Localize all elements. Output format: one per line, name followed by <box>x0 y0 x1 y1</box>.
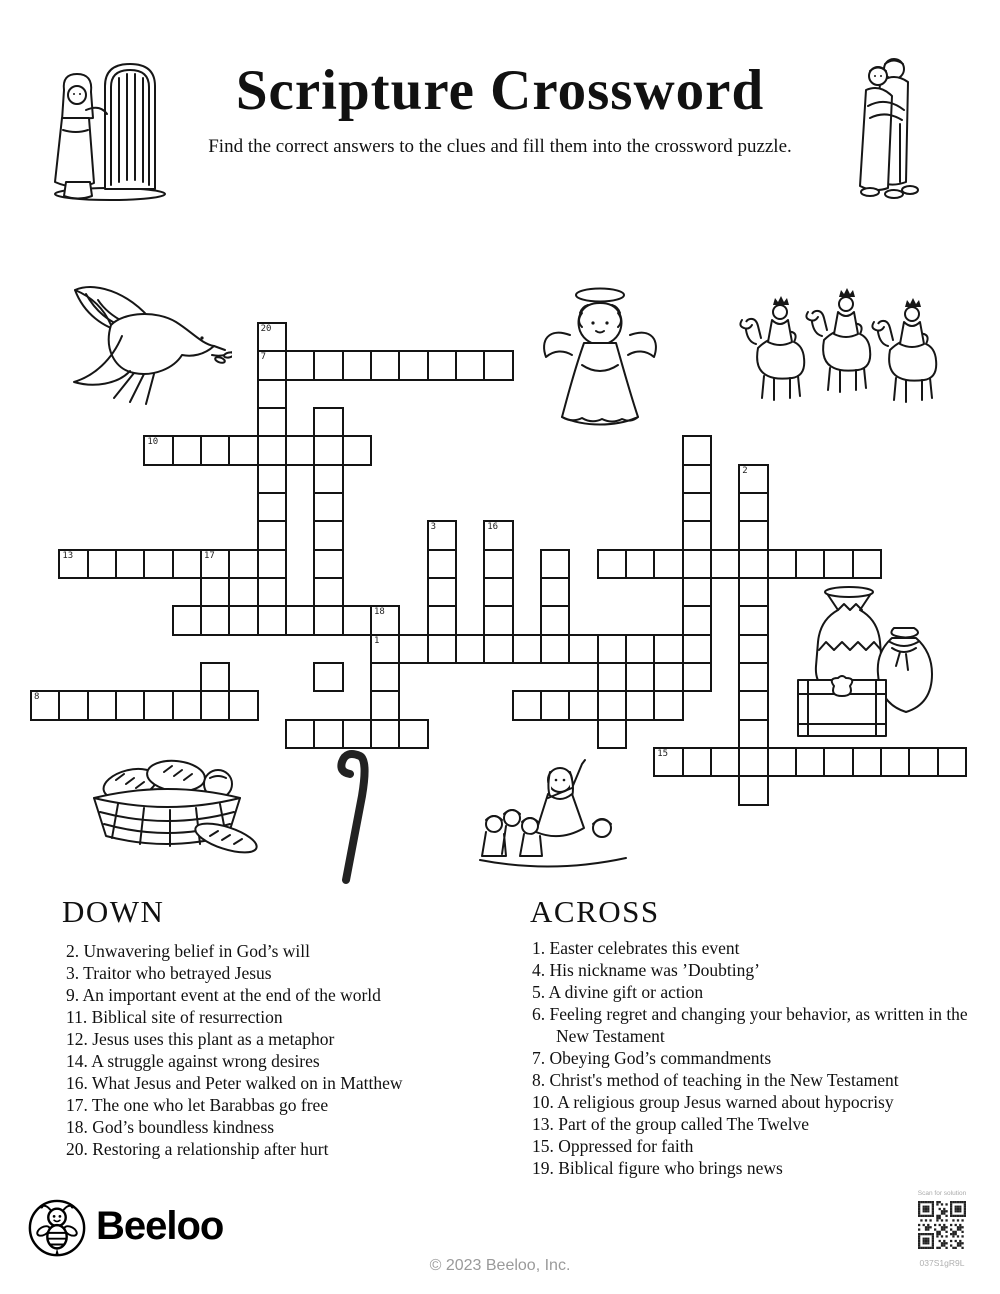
grid-cell[interactable] <box>597 549 627 579</box>
grid-cell[interactable] <box>540 605 570 635</box>
grid-cell[interactable] <box>200 662 230 692</box>
grid-cell[interactable] <box>87 690 117 720</box>
cell-number: 17 <box>203 550 215 561</box>
clue-item: 13. Part of the group called The Twelve <box>532 1114 810 1134</box>
grid-cell[interactable] <box>682 605 712 635</box>
shepherd-staff-icon <box>332 744 398 886</box>
grid-cell[interactable] <box>653 634 683 664</box>
grid-cell[interactable] <box>313 577 343 607</box>
grid-cell[interactable] <box>228 435 258 465</box>
grid-cell[interactable] <box>342 350 372 380</box>
grid-cell[interactable] <box>257 464 287 494</box>
grid-cell[interactable] <box>682 520 712 550</box>
grid-cell[interactable] <box>370 350 400 380</box>
copyright-text: © 2023 Beeloo, Inc. <box>429 1257 571 1274</box>
grid-cell[interactable] <box>257 435 287 465</box>
clue-item: 16. What Jesus and Peter walked on in Matthew <box>66 1073 403 1093</box>
clue-item: 4. His nickname was ’Doubting’ <box>532 960 760 980</box>
grid-cell[interactable] <box>257 350 287 380</box>
grid-cell[interactable] <box>228 605 258 635</box>
grid-cell[interactable] <box>625 662 655 692</box>
grid-cell[interactable] <box>483 634 513 664</box>
grid-cell[interactable] <box>143 435 173 465</box>
grid-cell[interactable] <box>597 690 627 720</box>
grid-cell[interactable] <box>370 719 400 749</box>
cell-number: 20 <box>260 324 272 334</box>
beeloo-bee-logo-icon <box>26 1198 88 1260</box>
grid-cell[interactable] <box>483 577 513 607</box>
grid-cell[interactable] <box>738 747 768 777</box>
clue-item: 17. The one who let Barabbas go free <box>66 1095 329 1115</box>
grid-cell[interactable] <box>738 464 768 494</box>
page-subtitle: Find the correct answers to the clues and fill them into the crossword puzzle. <box>208 136 792 157</box>
grid-cell[interactable] <box>597 719 627 749</box>
grid-cell[interactable] <box>87 549 117 579</box>
grid-cell[interactable] <box>710 747 740 777</box>
three-magi-on-camels-icon <box>738 282 940 434</box>
grid-cell[interactable] <box>795 549 825 579</box>
grid-cell[interactable] <box>427 577 457 607</box>
clue-item: 18. God’s boundless kindness <box>66 1117 275 1137</box>
grid-cell[interactable] <box>342 719 372 749</box>
grid-cell[interactable] <box>257 322 287 352</box>
angel-icon <box>536 283 664 435</box>
grid-cell[interactable] <box>682 492 712 522</box>
clue-item: 3. Traitor who betrayed Jesus <box>66 963 272 983</box>
grid-cell[interactable] <box>427 520 457 550</box>
cell-number: 13 <box>62 550 74 561</box>
across-clues <box>532 937 984 1179</box>
jesus-teaching-children-icon <box>476 758 630 870</box>
cell-number: 10 <box>147 437 159 448</box>
grid-cell[interactable] <box>172 549 202 579</box>
grid-cell[interactable] <box>823 549 853 579</box>
grid-cell[interactable] <box>143 690 173 720</box>
grid-cell[interactable] <box>540 577 570 607</box>
clue-item: 8. Christ's method of teaching in the New Testament <box>532 1070 899 1090</box>
clue-item: 20. Restoring a relationship after hurt <box>66 1139 329 1159</box>
grid-cell[interactable] <box>427 549 457 579</box>
grid-cell[interactable] <box>540 634 570 664</box>
grid-cell[interactable] <box>710 549 740 579</box>
clue-item: 11. Biblical site of resurrection <box>66 1007 283 1027</box>
grid-cell[interactable] <box>852 549 882 579</box>
grid-cell[interactable] <box>625 690 655 720</box>
grid-cell[interactable] <box>257 492 287 522</box>
grid-cell[interactable] <box>342 435 372 465</box>
clue-item: 10. A religious group Jesus warned about hypocrisy <box>532 1092 894 1112</box>
grid-cell[interactable] <box>172 605 202 635</box>
grid-cell[interactable] <box>30 690 60 720</box>
grid-cell[interactable] <box>880 747 910 777</box>
grid-cell[interactable] <box>908 747 938 777</box>
grid-cell[interactable] <box>682 435 712 465</box>
cell-number: 8 <box>34 692 40 703</box>
grid-cell[interactable] <box>852 747 882 777</box>
grid-cell[interactable] <box>285 605 315 635</box>
grid-cell[interactable] <box>767 549 797 579</box>
cell-number: 15 <box>657 748 669 759</box>
grid-cell[interactable] <box>455 350 485 380</box>
grid-cell[interactable] <box>313 435 343 465</box>
grid-cell[interactable] <box>795 747 825 777</box>
grid-cell[interactable] <box>200 577 230 607</box>
grid-cell[interactable] <box>597 634 627 664</box>
grid-cell[interactable] <box>738 690 768 720</box>
cell-number: 16 <box>487 522 499 533</box>
grid-cell[interactable] <box>370 605 400 635</box>
grid-cell[interactable] <box>738 719 768 749</box>
grid-cell[interactable] <box>285 719 315 749</box>
grid-cell[interactable] <box>200 549 230 579</box>
grid-cell[interactable] <box>483 549 513 579</box>
grid-cell[interactable] <box>625 549 655 579</box>
page-title: Scripture Crossword <box>235 59 765 122</box>
grid-cell[interactable] <box>483 605 513 635</box>
grid-cell[interactable] <box>625 634 655 664</box>
grid-cell[interactable] <box>200 605 230 635</box>
grid-cell[interactable] <box>313 549 343 579</box>
grid-cell[interactable] <box>115 549 145 579</box>
grid-cell[interactable] <box>257 520 287 550</box>
grid-cell[interactable] <box>313 662 343 692</box>
grid-cell[interactable] <box>285 350 315 380</box>
grid-cell[interactable] <box>767 747 797 777</box>
grid-cell[interactable] <box>738 634 768 664</box>
cell-number: 3 <box>430 522 437 533</box>
brand-wordmark: Beeloo <box>96 1204 224 1248</box>
grid-cell[interactable] <box>257 577 287 607</box>
clue-item: 2. Unwavering belief in God’s will <box>66 941 310 961</box>
grid-cell[interactable] <box>682 577 712 607</box>
grid-cell[interactable] <box>540 549 570 579</box>
grid-cell[interactable] <box>200 690 230 720</box>
bread-basket-icon <box>78 746 262 864</box>
grid-cell[interactable] <box>398 719 428 749</box>
woman-at-tomb-door-icon <box>48 56 168 203</box>
grid-cell[interactable] <box>115 690 145 720</box>
grid-cell[interactable] <box>653 747 683 777</box>
grid-cell[interactable] <box>370 690 400 720</box>
grid-cell[interactable] <box>285 435 315 465</box>
grid-cell[interactable] <box>228 549 258 579</box>
grid-cell[interactable] <box>313 520 343 550</box>
grid-cell[interactable] <box>653 549 683 579</box>
grid-cell[interactable] <box>370 634 400 664</box>
grid-cell[interactable] <box>58 690 88 720</box>
clue-item: 15. Oppressed for faith <box>532 1136 694 1156</box>
grid-cell[interactable] <box>738 577 768 607</box>
clue-item: 6. Feeling regret and changing your behavior, as written in the New Testament <box>532 1004 968 1046</box>
grid-cell[interactable] <box>257 549 287 579</box>
grid-cell[interactable] <box>58 549 88 579</box>
grid-cell[interactable] <box>427 634 457 664</box>
grid-cell[interactable] <box>568 634 598 664</box>
grid-cell[interactable] <box>257 605 287 635</box>
grid-cell[interactable] <box>172 435 202 465</box>
grid-cell[interactable] <box>540 690 570 720</box>
grid-cell[interactable] <box>512 634 542 664</box>
grid-cell[interactable] <box>228 690 258 720</box>
grid-cell[interactable] <box>257 407 287 437</box>
grid-cell[interactable] <box>398 350 428 380</box>
grid-cell[interactable] <box>427 350 457 380</box>
grid-cell[interactable] <box>172 690 202 720</box>
grid-cell[interactable] <box>823 747 853 777</box>
grid-cell[interactable] <box>228 577 258 607</box>
grid-cell[interactable] <box>738 492 768 522</box>
clue-item: 14. A struggle against wrong desires <box>66 1051 320 1071</box>
grid-cell[interactable] <box>483 520 513 550</box>
grid-cell[interactable] <box>738 520 768 550</box>
qr-caption: Scan for solution <box>917 1190 967 1197</box>
hugging-figures-icon <box>842 52 926 199</box>
grid-cell[interactable] <box>597 662 627 692</box>
grid-cell[interactable] <box>370 662 400 692</box>
clue-item: 5. A divine gift or action <box>532 982 704 1002</box>
clue-item: 1. Easter celebrates this event <box>532 938 740 958</box>
grid-cell[interactable] <box>313 350 343 380</box>
grid-cell[interactable] <box>313 719 343 749</box>
clue-item: 19. Biblical figure who brings news <box>532 1158 783 1178</box>
grid-cell[interactable] <box>682 747 712 777</box>
grid-cell[interactable] <box>200 435 230 465</box>
grid-cell[interactable] <box>313 464 343 494</box>
grid-cell[interactable] <box>398 634 428 664</box>
grid-cell[interactable] <box>738 662 768 692</box>
cell-number: 1 <box>373 635 380 646</box>
cell-number: 2 <box>742 465 748 476</box>
grid-cell[interactable] <box>682 662 712 692</box>
grid-cell[interactable] <box>738 605 768 635</box>
grid-cell[interactable] <box>313 492 343 522</box>
grid-cell[interactable] <box>738 775 768 805</box>
clue-item: 12. Jesus uses this plant as a metaphor <box>66 1029 335 1049</box>
grid-cell[interactable] <box>653 690 683 720</box>
dove-with-olive-branch-icon <box>62 276 232 431</box>
grid-cell[interactable] <box>143 549 173 579</box>
grid-cell[interactable] <box>568 690 598 720</box>
grid-cell[interactable] <box>682 464 712 494</box>
qr-code-id: 037S1gR9L <box>919 1258 965 1268</box>
down-clues <box>66 940 502 1160</box>
grid-cell[interactable] <box>313 407 343 437</box>
grid-cell[interactable] <box>682 634 712 664</box>
grid-cell[interactable] <box>427 605 457 635</box>
grid-cell[interactable] <box>682 549 712 579</box>
down-heading: DOWN <box>62 894 165 929</box>
grid-cell[interactable] <box>257 379 287 409</box>
grid-cell[interactable] <box>512 690 542 720</box>
qr-code-icon <box>918 1201 966 1249</box>
grid-cell[interactable] <box>455 634 485 664</box>
across-heading: ACROSS <box>530 894 660 929</box>
grid-cell[interactable] <box>653 662 683 692</box>
grid-cell[interactable] <box>483 350 513 380</box>
grid-cell[interactable] <box>738 549 768 579</box>
qr-block <box>916 1190 968 1268</box>
grid-cell[interactable] <box>313 605 343 635</box>
grid-cell[interactable] <box>937 747 967 777</box>
treasure-vase-sack-chest-icon <box>786 580 944 748</box>
grid-cell[interactable] <box>342 605 372 635</box>
cell-number: 18 <box>373 607 385 618</box>
cell-number: 7 <box>260 352 267 363</box>
clue-item: 9. An important event at the end of the world <box>66 985 381 1005</box>
clue-item: 7. Obeying God’s commandments <box>532 1048 772 1068</box>
